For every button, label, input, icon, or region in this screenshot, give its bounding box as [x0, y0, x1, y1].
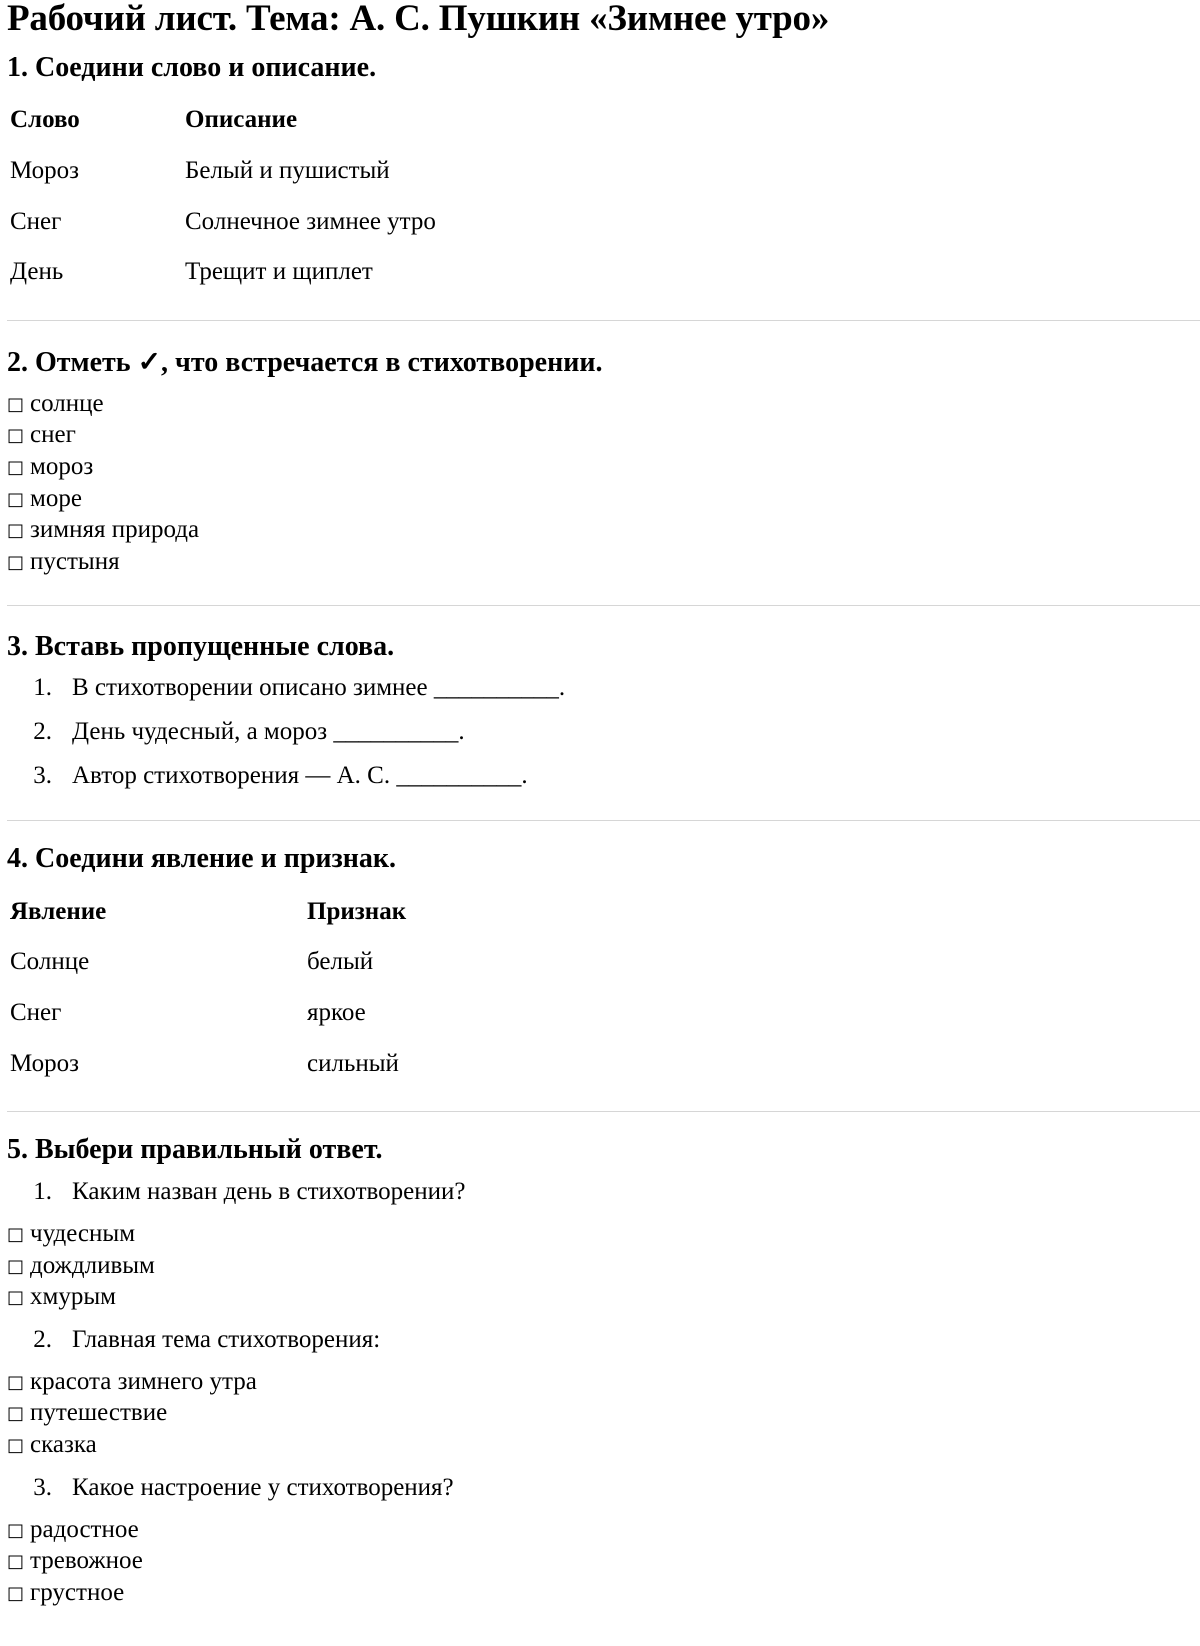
option-label: сказка: [30, 1431, 97, 1459]
section1-heading: 1. Соедини слово и описание.: [7, 52, 377, 83]
list-item[interactable]: [7, 1515, 1193, 1547]
table-cell: Снег: [10, 999, 62, 1027]
checkbox-icon[interactable]: □: [7, 1435, 25, 1457]
table-cell: День: [10, 258, 64, 286]
option-label: путешествие: [30, 1399, 168, 1427]
option-label: чудесным: [30, 1220, 136, 1248]
table-cell: Белый и пушистый: [185, 157, 390, 185]
word-description-table: [10, 95, 436, 298]
list-item[interactable]: [7, 1282, 1193, 1314]
checkbox-icon[interactable]: □: [7, 488, 25, 510]
table-cell: Мороз: [10, 1049, 79, 1077]
option-label: солнце: [30, 389, 104, 417]
checkbox-icon[interactable]: □: [7, 1551, 25, 1573]
question-text: 1. Каким назван день в стихотворении?: [33, 1178, 466, 1206]
list-item: 2. День чудесный, а мороз __________.: [33, 718, 465, 746]
list-item[interactable]: [7, 1251, 1193, 1283]
checkbox-icon[interactable]: □: [7, 1582, 25, 1604]
checkbox-icon[interactable]: □: [7, 393, 25, 415]
list-item[interactable]: [7, 547, 1193, 579]
column-header-phenomenon: Явление: [10, 897, 107, 925]
table-row: [10, 1038, 406, 1089]
option-label: тревожное: [30, 1547, 143, 1575]
section-divider: [7, 320, 1200, 321]
list-item: 1. В стихотворении описано зимнее __________.: [33, 674, 566, 702]
checkbox-icon[interactable]: □: [7, 1403, 25, 1425]
table-cell: Солнечное зимнее утро: [185, 207, 436, 235]
section5-heading: 5. Выбери правильный ответ.: [7, 1134, 383, 1166]
option-label: грустное: [30, 1578, 125, 1606]
answer-options: [7, 1515, 1193, 1610]
list-item[interactable]: [7, 1430, 1193, 1462]
list-item: 3. Автор стихотворения — А. С. __________.: [33, 762, 528, 790]
checkbox-list: [7, 389, 1193, 579]
table-row: [10, 146, 436, 197]
section-divider: [7, 820, 1200, 821]
table-row: [10, 247, 436, 298]
section2-heading: 2. Отметь ✓, что встречается в стихотворении.: [7, 346, 603, 378]
column-header-sign: Признак: [307, 897, 407, 925]
checkbox-icon[interactable]: □: [7, 551, 25, 573]
checkbox-icon[interactable]: □: [7, 1255, 25, 1277]
column-header-word: Слово: [10, 106, 80, 134]
fill-in-sentence: Автор стихотворения — А. С. __________.: [72, 762, 528, 790]
table-header-row: [10, 886, 406, 937]
table-cell: белый: [307, 948, 374, 976]
list-item[interactable]: [7, 1367, 1193, 1399]
answer-options: [7, 1367, 1193, 1462]
list-item[interactable]: [7, 1546, 1193, 1578]
checkbox-icon[interactable]: □: [7, 1287, 25, 1309]
fill-in-list: [7, 673, 1193, 791]
table-cell: Мороз: [10, 157, 79, 185]
option-label: хмурым: [30, 1283, 116, 1311]
list-item[interactable]: [7, 452, 1193, 484]
answer-options: [7, 1219, 1193, 1314]
question-3: [7, 1473, 1193, 1610]
checkbox-icon[interactable]: □: [7, 1371, 25, 1393]
option-label: дождливым: [30, 1251, 155, 1279]
option-label: красота зимнего утра: [30, 1367, 257, 1395]
table-cell: Солнце: [10, 948, 90, 976]
checkbox-icon[interactable]: □: [7, 425, 25, 447]
option-label: снег: [30, 421, 76, 449]
question-2: [7, 1325, 1193, 1462]
question-1: [7, 1177, 1193, 1314]
table-cell: Трещит и щиплет: [185, 258, 373, 286]
table-cell: Снег: [10, 207, 62, 235]
list-item[interactable]: [7, 389, 1193, 421]
phenomenon-sign-table: [10, 886, 406, 1089]
option-label: пустыня: [30, 547, 120, 575]
section-divider: [7, 1111, 1200, 1112]
table-row: [10, 988, 406, 1039]
section3-heading: 3. Вставь пропущенные слова.: [7, 631, 395, 663]
checkbox-icon[interactable]: □: [7, 1519, 25, 1541]
checkbox-icon[interactable]: □: [7, 520, 25, 542]
list-item[interactable]: [7, 420, 1193, 452]
table-row: [10, 937, 406, 988]
list-item[interactable]: [7, 1219, 1193, 1251]
fill-in-sentence: День чудесный, а мороз __________.: [72, 718, 465, 746]
table-cell: сильный: [307, 1049, 399, 1077]
option-label: радостное: [30, 1515, 139, 1543]
table-row: [10, 196, 436, 247]
list-item[interactable]: [7, 1578, 1193, 1610]
table-header-row: [10, 95, 436, 146]
page-title: Рабочий лист. Тема: А. С. Пушкин «Зимнее утро»: [7, 0, 830, 39]
list-item[interactable]: [7, 1398, 1193, 1430]
option-label: зимняя природа: [30, 516, 200, 544]
question-text: 2. Главная тема стихотворения:: [33, 1325, 381, 1353]
question-text: 3. Какое настроение у стихотворения?: [33, 1473, 454, 1501]
section4-heading: 4. Соедини явление и признак.: [7, 843, 397, 875]
fill-in-sentence: В стихотворении описано зимнее __________.: [72, 674, 566, 702]
option-label: море: [30, 484, 82, 512]
checkbox-icon[interactable]: □: [7, 456, 25, 478]
list-item[interactable]: [7, 484, 1193, 516]
list-item[interactable]: [7, 515, 1193, 547]
table-cell: яркое: [307, 999, 366, 1027]
section-divider: [7, 605, 1200, 606]
option-label: мороз: [30, 452, 94, 480]
column-header-description: Описание: [185, 106, 298, 134]
checkbox-icon[interactable]: □: [7, 1224, 25, 1246]
